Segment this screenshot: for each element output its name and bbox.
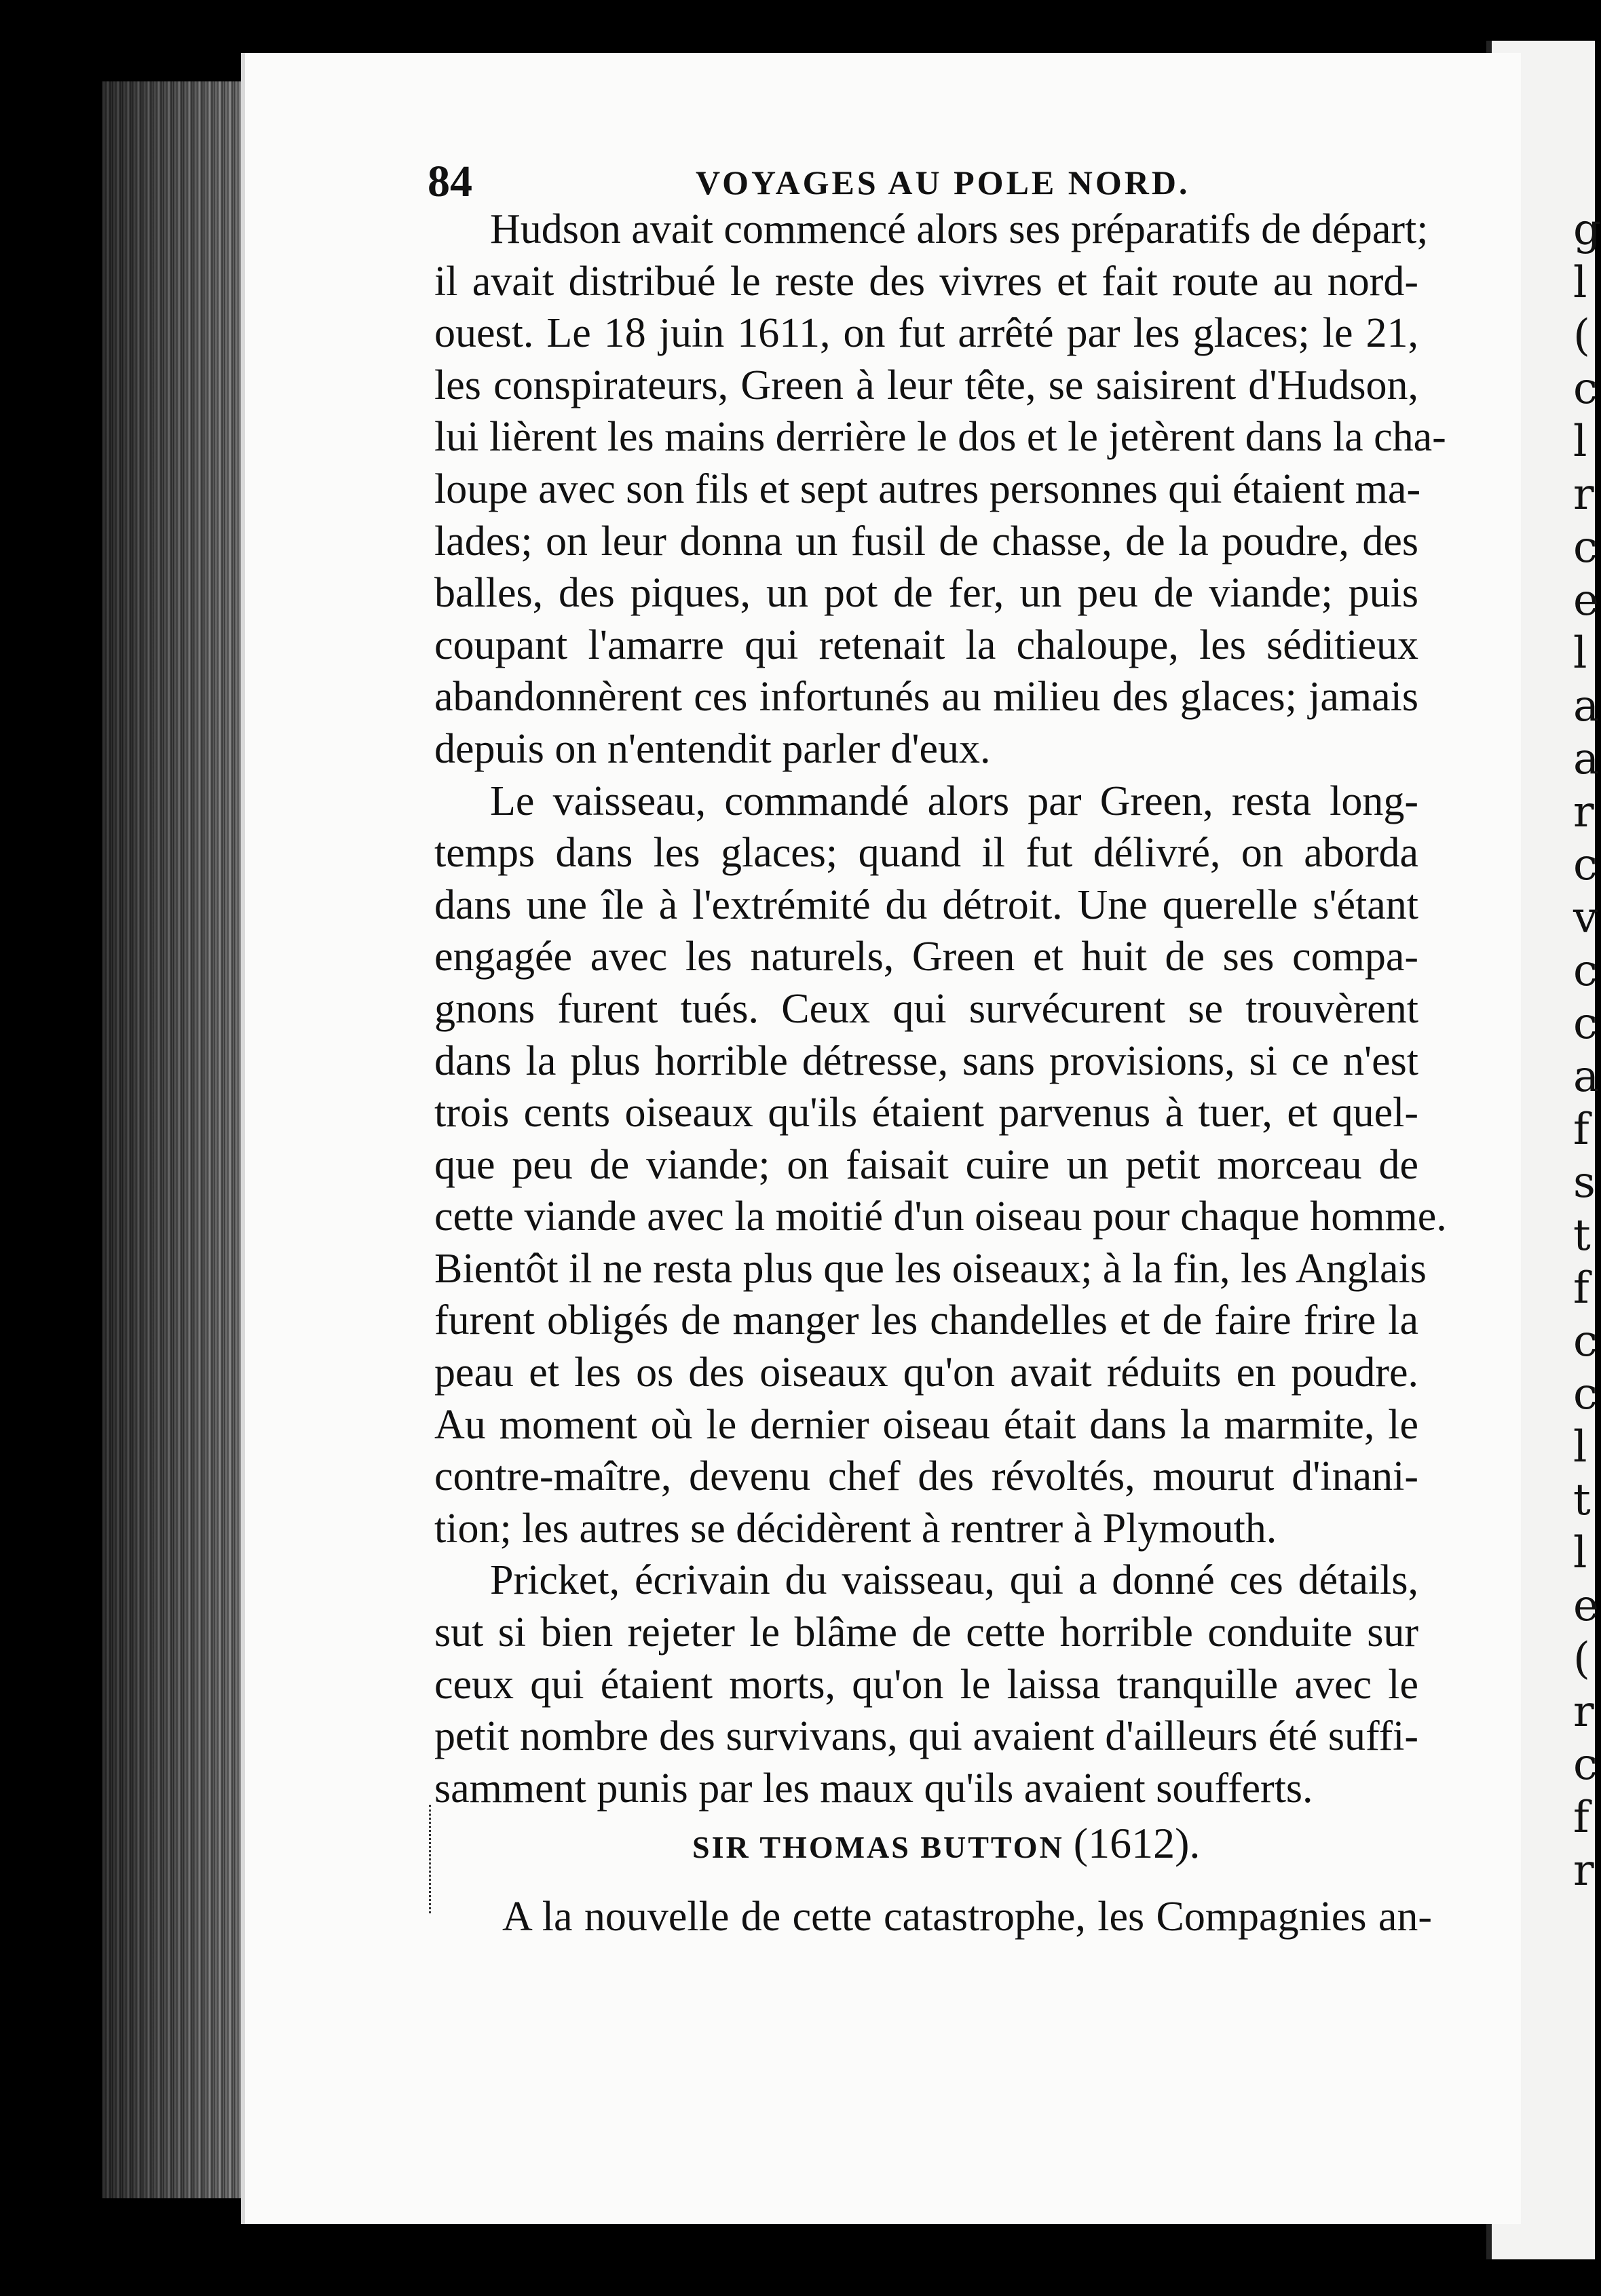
- text-line: furent obligés de manger les chandelles et de faire frire la: [434, 1297, 1418, 1344]
- next-page-letter: r: [1573, 1845, 1594, 1896]
- next-page-letter: l: [1573, 417, 1587, 467]
- text-line: temps dans les glaces; quand il fut délivré, on aborda: [434, 830, 1418, 877]
- text-line: lades; on leur donna un fusil de chasse, de la poudre, des: [434, 518, 1418, 565]
- next-page-letter: f: [1573, 1793, 1589, 1843]
- text-line: balles, des piques, un pot de fer, un peu de viande; puis: [434, 570, 1418, 617]
- paragraph: [434, 1554, 1418, 1814]
- text-line: gnons furent tués. Ceux qui survécurent se trouvèrent: [434, 985, 1418, 1032]
- next-page-letter: l: [1573, 258, 1587, 308]
- running-title: VOYAGES AU POLE NORD.: [696, 164, 1190, 202]
- next-page-letter: a: [1573, 1052, 1600, 1102]
- text-line: abandonnèrent ces infortunés au milieu des glaces; jamais: [434, 674, 1418, 721]
- next-page-letter: l: [1573, 1528, 1587, 1578]
- text-line: sut si bien rejeter le blâme de cette horrible conduite sur: [434, 1609, 1418, 1656]
- text-line: Hudson avait commencé alors ses préparatifs de départ;: [490, 206, 1429, 252]
- text-line: Bientôt il ne resta plus que les oiseaux; à la fin, les Anglais: [434, 1245, 1427, 1292]
- text-line: samment punis par les maux qu'ils avaient soufferts.: [434, 1765, 1313, 1812]
- next-page-letter: v: [1573, 893, 1598, 943]
- next-page-letter: c: [1573, 1369, 1598, 1419]
- next-page-text: [1573, 204, 1601, 1897]
- paragraph: [434, 776, 1447, 1555]
- text-line: Pricket, écrivain du vaisseau, qui a donné ces détails,: [490, 1557, 1418, 1604]
- text-line: dans la plus horrible détresse, sans provisions, si ce n'est: [434, 1037, 1418, 1084]
- text-line: dans une île à l'extrémité du détroit. Une querelle s'étant: [434, 881, 1418, 928]
- paragraph: [434, 204, 1446, 776]
- next-page-letter: l: [1573, 628, 1587, 678]
- next-page-letter: a: [1573, 681, 1600, 731]
- body-text: [434, 204, 1447, 1814]
- next-page-letter: c: [1573, 999, 1598, 1049]
- next-page-letter: c: [1573, 840, 1598, 890]
- next-page-letter: (: [1573, 1634, 1590, 1684]
- next-page-letter: f: [1573, 1263, 1589, 1314]
- next-page-letter: e: [1573, 1581, 1599, 1631]
- text-line: cette viande avec la moitié d'un oiseau pour chaque homme.: [434, 1193, 1447, 1240]
- next-page-letter: c: [1573, 1316, 1598, 1366]
- text-line: peau et les os des oiseaux qu'on avait réduits en poudre.: [434, 1350, 1418, 1396]
- next-page-letter: r: [1573, 787, 1594, 837]
- next-page-letter: t: [1573, 1210, 1591, 1261]
- next-page-letter: e: [1573, 575, 1599, 626]
- text-line: coupant l'amarre qui retenait la chaloupe, les séditieux: [434, 621, 1418, 668]
- text-line: depuis on n'entendit parler d'eux.: [434, 725, 991, 772]
- next-page-letter: c: [1573, 1740, 1598, 1790]
- next-page-letter: a: [1573, 734, 1600, 784]
- next-page-letter: r: [1573, 1687, 1594, 1737]
- next-page-letter: c: [1573, 946, 1598, 996]
- text-line: les conspirateurs, Green à leur tête, se saisirent d'Hudson,: [434, 362, 1418, 408]
- next-page-letter: c: [1573, 522, 1598, 573]
- next-page-letter: f: [1573, 1105, 1589, 1155]
- text-line: Au moment où le dernier oiseau était dans la marmite, le: [434, 1401, 1418, 1448]
- next-page-letter: c: [1573, 364, 1598, 414]
- final-line: A la nouvelle de cette catastrophe, les Compagnies an-: [502, 1894, 1432, 1940]
- text-line: engagée avec les naturels, Green et huit de ses compa-: [434, 934, 1418, 980]
- page-number: 84: [428, 157, 472, 206]
- text-line: petit nombre des survivans, qui avaient d'ailleurs été suffi-: [434, 1713, 1418, 1760]
- section-year: (1612).: [1073, 1819, 1201, 1867]
- next-page-letter: (: [1573, 311, 1590, 361]
- text-line: contre-maître, devenu chef des révoltés, mourut d'inani-: [434, 1453, 1418, 1500]
- text-line: trois cents oiseaux qu'ils étaient parvenus à tuer, et quel-: [434, 1090, 1418, 1136]
- next-page-letter: r: [1573, 470, 1594, 520]
- text-line: il avait distribué le reste des vivres et fait route au nord-: [434, 258, 1418, 305]
- next-page-letter: t: [1573, 1475, 1591, 1525]
- text-line: lui lièrent les mains derrière le dos et le jetèrent dans la cha-: [434, 414, 1446, 461]
- next-page-letter: s: [1573, 1157, 1596, 1208]
- section-title: SIR THOMAS BUTTON: [692, 1830, 1064, 1864]
- section-heading: [692, 1818, 1200, 1869]
- text-line: Le vaisseau, commandé alors par Green, resta long-: [490, 778, 1418, 824]
- text-line: que peu de viande; on faisait cuire un petit morceau de: [434, 1141, 1418, 1188]
- text-line: tion; les autres se décidèrent à rentrer à Plymouth.: [434, 1505, 1277, 1552]
- text-line: ouest. Le 18 juin 1611, on fut arrêté par les glaces; le 21,: [434, 310, 1418, 357]
- margin-mark: [429, 1805, 436, 1913]
- next-page-letter: l: [1573, 1422, 1587, 1472]
- text-line: ceux qui étaient morts, qu'on le laissa tranquille avec le: [434, 1661, 1418, 1708]
- text-line: loupe avec son fils et sept autres personnes qui étaient ma-: [434, 465, 1421, 512]
- next-page-letter: g: [1573, 205, 1601, 255]
